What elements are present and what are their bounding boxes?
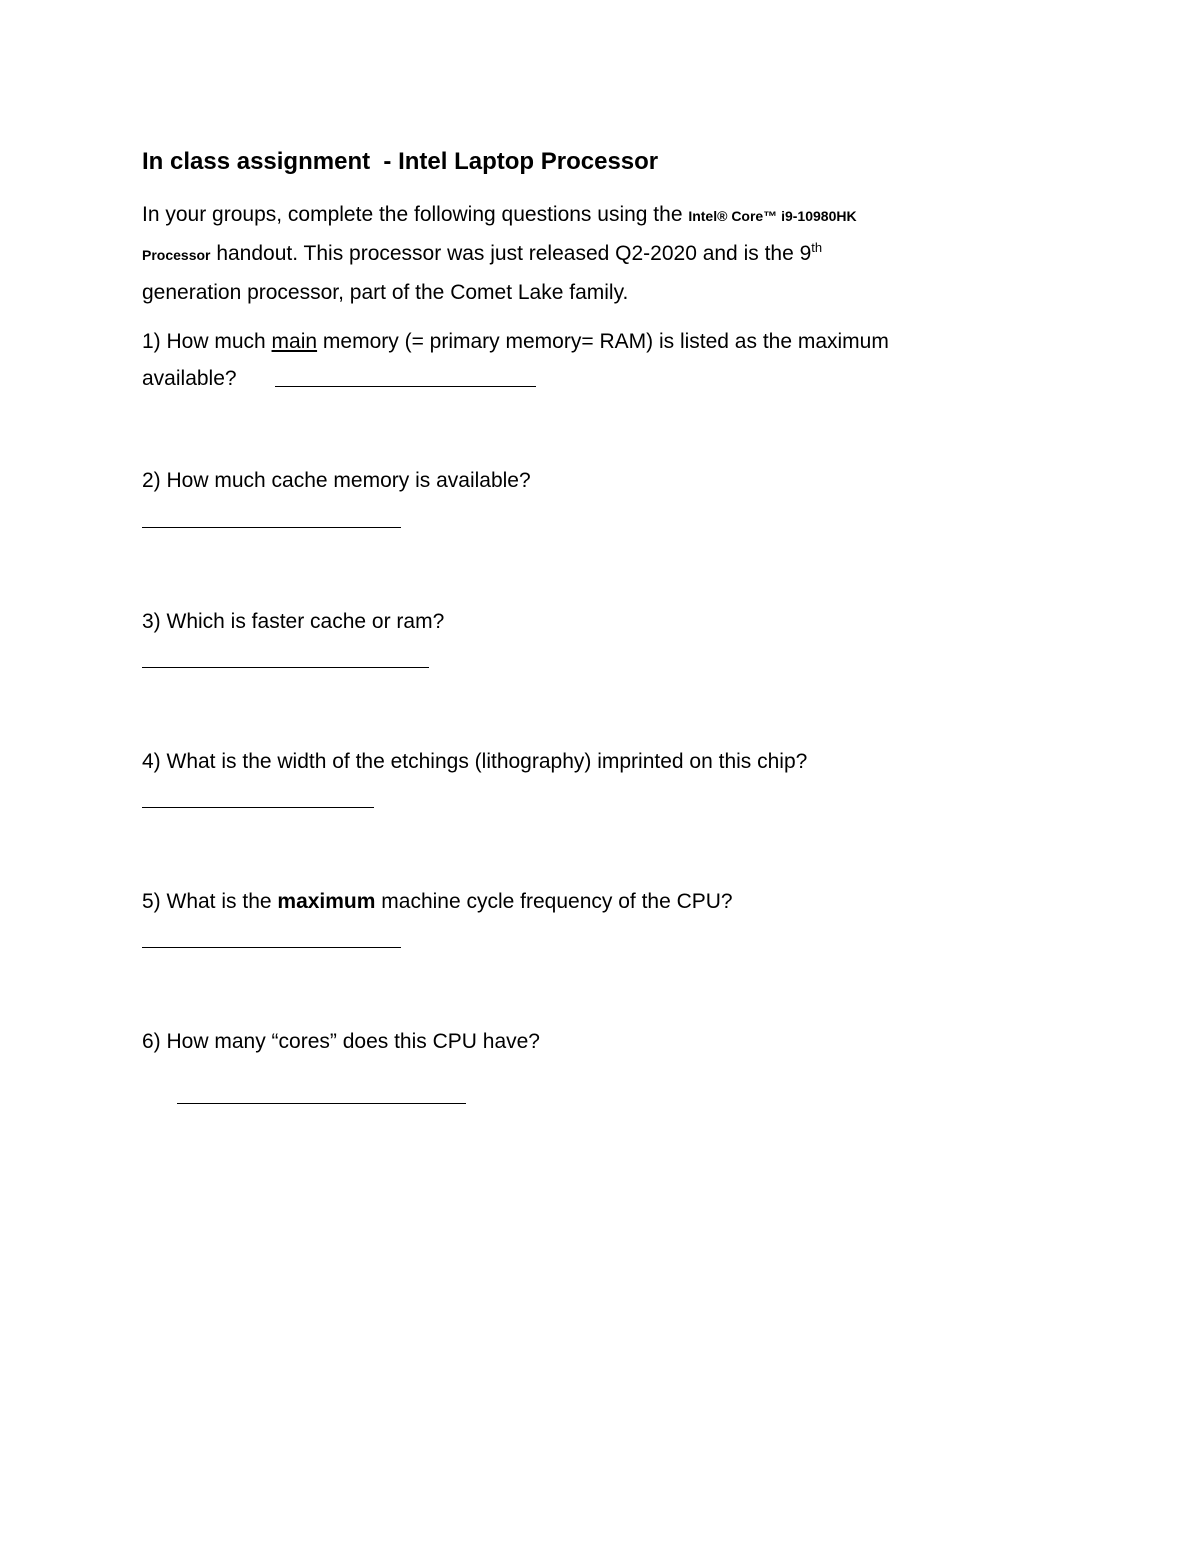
intro-text-3: generation processor, part of the Comet Lake family.	[142, 281, 629, 304]
question-5-post: machine cycle frequency of the CPU?	[375, 890, 733, 913]
question-5	[142, 883, 1102, 920]
intro-paragraph	[142, 196, 1102, 311]
superscript-th: th	[811, 240, 823, 255]
answer-blank-3[interactable]	[142, 667, 429, 668]
question-5-emph: maximum	[277, 890, 376, 913]
question-1-emph: main	[271, 330, 318, 353]
question-4: 4) What is the width of the etchings (lithography) imprinted on this chip?	[142, 750, 808, 773]
product-word: Processor	[142, 247, 211, 263]
answer-blank-6[interactable]	[177, 1103, 466, 1104]
intro-text-2: handout. This processor was just released Q2-2020 and is the 9	[210, 242, 812, 265]
question-5-pre: 5) What is the	[142, 890, 278, 913]
answer-blank-2[interactable]	[142, 527, 401, 528]
question-1-pre: 1) How much	[142, 330, 272, 353]
product-name: Intel® Core™ i9-10980HK	[688, 208, 857, 224]
question-6: 6) How many “cores” does this CPU have?	[142, 1030, 540, 1053]
intro-text-1: In your groups, complete the following questions using the	[142, 203, 689, 226]
question-1-post: memory (= primary memory= RAM) is listed as the maximum	[317, 330, 889, 353]
question-1-line2: available?	[142, 367, 237, 390]
answer-blank-1[interactable]	[275, 386, 536, 387]
question-2: 2) How much cache memory is available?	[142, 469, 531, 492]
page-title: In class assignment - Intel Laptop Processor	[142, 148, 659, 175]
answer-blank-5[interactable]	[142, 947, 401, 948]
question-3: 3) Which is faster cache or ram?	[142, 610, 445, 633]
answer-blank-4[interactable]	[142, 807, 374, 808]
